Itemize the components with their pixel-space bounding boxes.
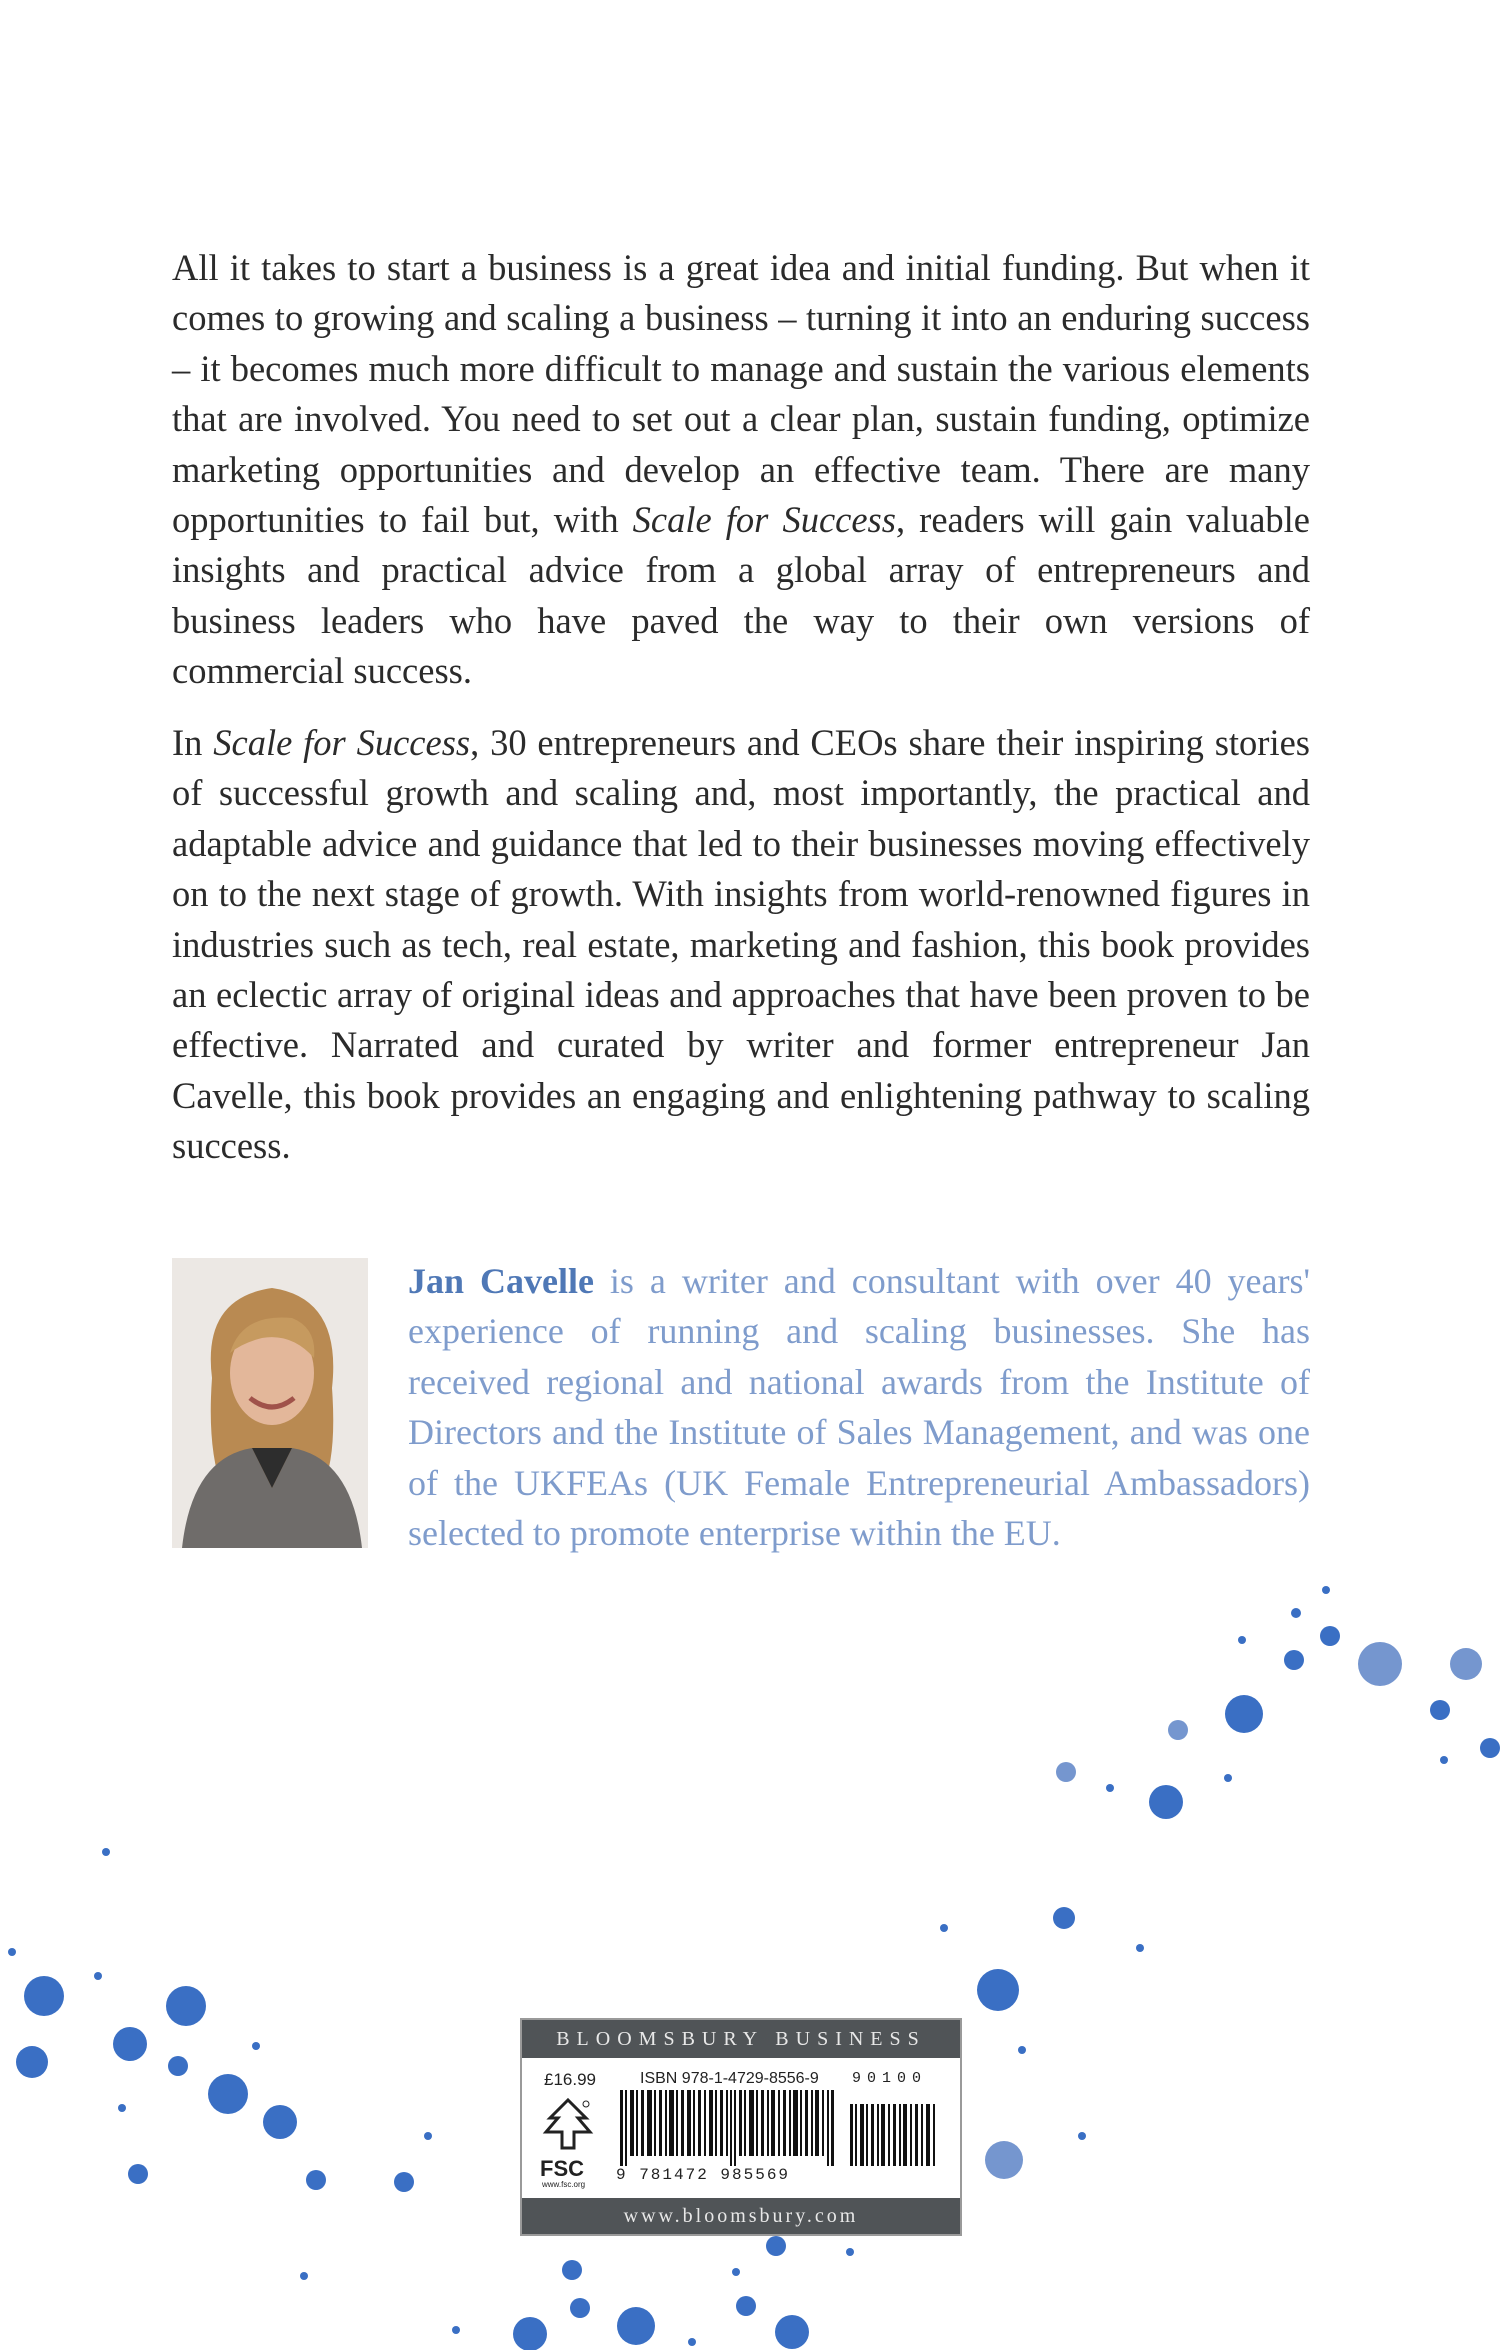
- blurb-paragraph-2: [172, 718, 1310, 1172]
- isbn-barcode: [614, 2090, 944, 2166]
- author-bio-text: is a writer and consultant with over 40 years' experience of running and scaling businesses. She has received regional and national awards from the Institute of Directors and the Institute of Sales Management, and was one of the UKFEAs (UK Female Entrepreneurial Ambassadors) selected to promote enterprise within the EU.: [408, 1261, 1310, 1554]
- blurb-text: , readers will gain valuable insights and practical advice from a global array of entrepreneurs and business leaders who have paved the way to their own versions of commercial success.: [172, 499, 1310, 692]
- blurb-text: All it takes to start a business is a great idea and initial funding. But when it comes to growing and scaling a business – turning it into an enduring success – it becomes much more difficult to manage and sustain the various elements that are involved. You need to set out a clear plan, sustain funding, optimize marketing opportunities and develop an effective team. There are many opportunities to fail but, with: [172, 247, 1310, 541]
- barcode-panel: [520, 2018, 962, 2236]
- fsc-label: FSC: [540, 2156, 584, 2181]
- blurb-text: In: [172, 722, 214, 763]
- publisher-banner: BLOOMSBURY BUSINESS: [522, 2020, 960, 2058]
- barcode-addon-digits: 90100: [852, 2070, 928, 2087]
- publisher-website: www.bloomsbury.com: [522, 2198, 960, 2234]
- author-photo: [172, 1258, 368, 1548]
- fsc-url: www.fsc.org: [542, 2180, 586, 2189]
- author-bio: [408, 1256, 1310, 1558]
- book-title: Scale for Success: [632, 499, 896, 541]
- blurb-paragraph-1: [172, 243, 1310, 697]
- book-title: Scale for Success: [213, 722, 471, 763]
- isbn-label: ISBN 978-1-4729-8556-9: [640, 2070, 819, 2087]
- author-name: Jan Cavelle: [408, 1261, 594, 1301]
- barcode-digits: 9 781472 985569: [616, 2166, 791, 2184]
- blurb-text: , 30 entrepreneurs and CEOs share their inspiring stories of successful growth and scaling and, most importantly, the practical and adaptable advice and guidance that led to their businesses moving effectively on to the next stage of growth. With insights from world-renowned figures in industries such as tech, real estate, marketing and fashion, this book provides an eclectic array of original ideas and approaches that have been proven to be effective. Narrated and curated by writer and former entrepreneur Jan Cavelle, this book provides an engaging and enlightening pathway to scaling success.: [172, 722, 1310, 1167]
- fsc-tree-icon: [540, 2096, 596, 2154]
- price-label: £16.99: [544, 2070, 596, 2089]
